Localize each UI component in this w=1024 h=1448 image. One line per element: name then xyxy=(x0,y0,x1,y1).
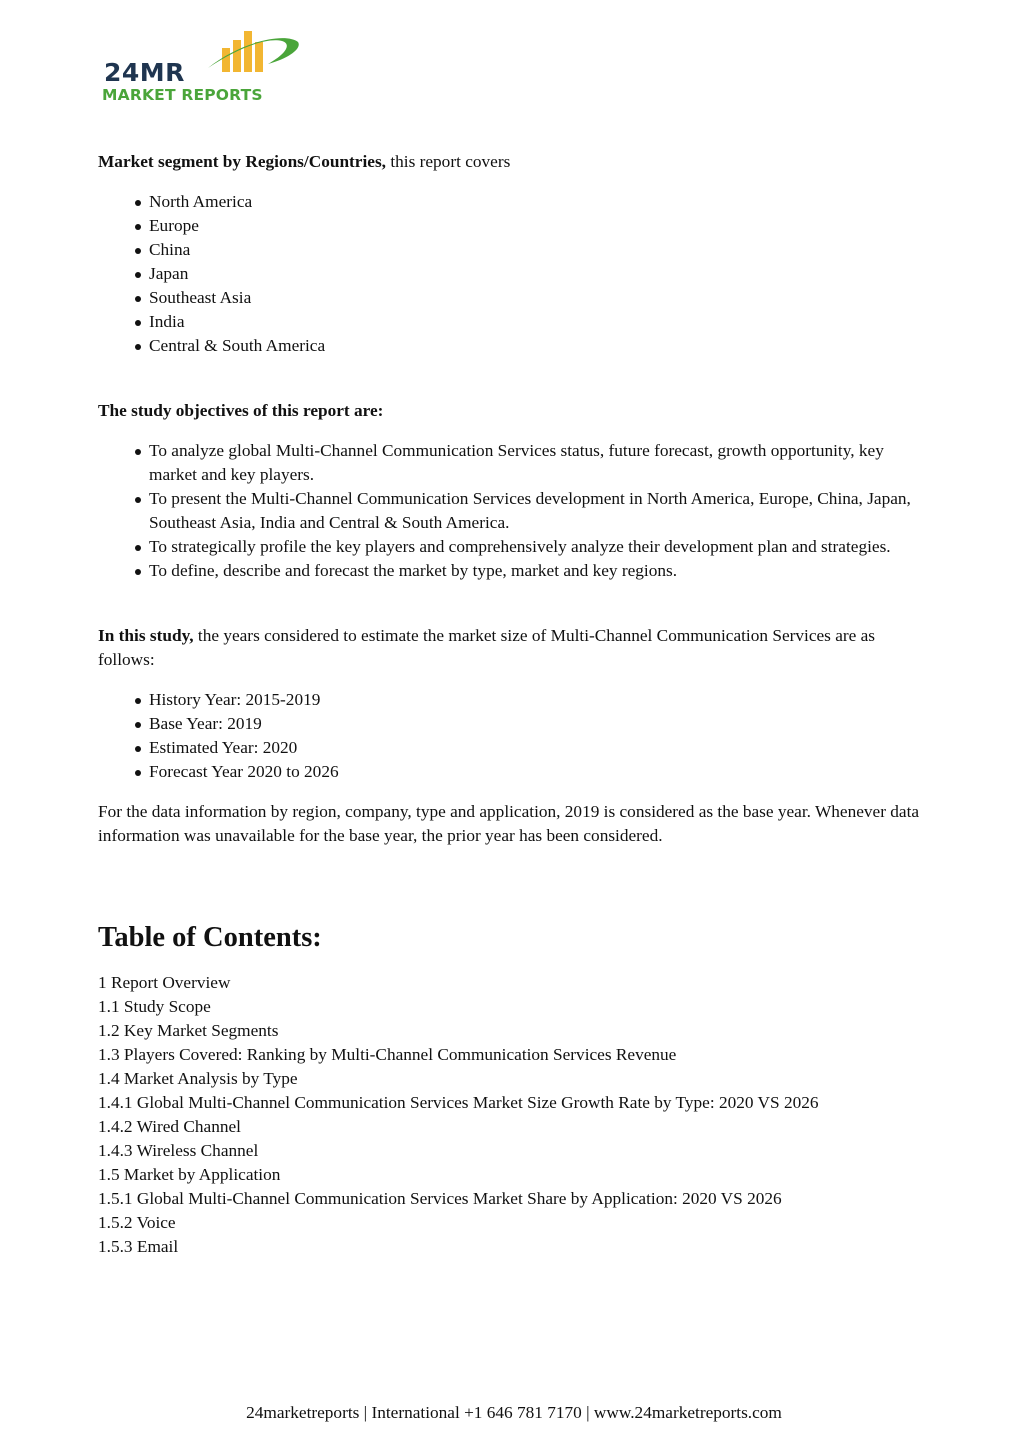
list-item: To analyze global Multi-Channel Communication Services status, future forecast, growth opportunity, key market and key players. xyxy=(98,439,930,487)
list-item: Base Year: 2019 xyxy=(98,712,930,736)
toc-item: 1.1 Study Scope xyxy=(98,997,211,1016)
list-item: Japan xyxy=(98,262,930,286)
brand-logo xyxy=(100,28,310,110)
list-item: History Year: 2015-2019 xyxy=(98,688,930,712)
list-item: Forecast Year 2020 to 2026 xyxy=(98,760,930,784)
toc-heading: Table of Contents: xyxy=(98,922,322,953)
toc-list xyxy=(98,971,930,1259)
list-item: India xyxy=(98,310,930,334)
toc-item: 1.5 Market by Application xyxy=(98,1165,281,1184)
toc-item: 1.5.1 Global Multi-Channel Communication Services Market Share by Application: 2020 VS 2026 xyxy=(98,1189,782,1208)
toc-item: 1.5.3 Email xyxy=(98,1237,179,1256)
years-lead-bold: In this study, xyxy=(98,626,194,645)
toc-item: 1 Report Overview xyxy=(98,973,231,992)
document-body xyxy=(98,150,930,1259)
toc-item: 1.4.2 Wired Channel xyxy=(98,1117,241,1136)
toc-item: 1.4 Market Analysis by Type xyxy=(98,1069,298,1088)
toc-item: 1.4.3 Wireless Channel xyxy=(98,1141,259,1160)
years-lead xyxy=(98,624,930,672)
list-item: To define, describe and forecast the market by type, market and key regions. xyxy=(98,559,930,583)
toc-item: 1.3 Players Covered: Ranking by Multi-Channel Communication Services Revenue xyxy=(98,1045,677,1064)
regions-list xyxy=(98,190,930,358)
logo-bar-3 xyxy=(244,31,252,72)
list-item: North America xyxy=(98,190,930,214)
list-item: Estimated Year: 2020 xyxy=(98,736,930,760)
regions-lead-bold: Market segment by Regions/Countries, xyxy=(98,152,386,171)
logo-name-bottom: MARKET REPORTS xyxy=(102,86,263,104)
logo-swoosh xyxy=(208,38,299,68)
toc-item: 1.4.1 Global Multi-Channel Communication Services Market Size Growth Rate by Type: 2020 VS 2026 xyxy=(98,1093,819,1112)
logo-bar-1 xyxy=(222,48,230,72)
years-note: For the data information by region, company, type and application, 2019 is considered as the base year. Whenever data information was unavailable for the base year, the prior year has been considered. xyxy=(98,802,920,845)
list-item: To present the Multi-Channel Communication Services development in North America, Europe, China, Japan, Southeast Asia, India and Central & South America. xyxy=(98,487,930,535)
objectives-list xyxy=(98,439,930,583)
toc-item: 1.2 Key Market Segments xyxy=(98,1021,279,1040)
list-item: China xyxy=(98,238,930,262)
list-item: Central & South America xyxy=(98,334,930,358)
logo-bar-2 xyxy=(233,40,241,72)
regions-lead-rest: this report covers xyxy=(386,152,511,171)
years-lead-rest: the years considered to estimate the market size of Multi-Channel Communication Services are as follows: xyxy=(98,626,876,669)
toc-item: 1.5.2 Voice xyxy=(98,1213,176,1232)
objectives-heading-text: The study objectives of this report are: xyxy=(98,401,384,420)
list-item: To strategically profile the key players and comprehensively analyze their development plan and strategies. xyxy=(98,535,930,559)
objectives-heading xyxy=(98,399,930,423)
regions-lead xyxy=(98,150,930,174)
years-list xyxy=(98,688,930,784)
list-item: Europe xyxy=(98,214,930,238)
logo-bar-4 xyxy=(255,42,263,72)
page-footer: 24marketreports | International +1 646 781 7170 | www.24marketreports.com xyxy=(246,1403,782,1422)
logo-name-top: 24MR xyxy=(104,58,185,87)
list-item: Southeast Asia xyxy=(98,286,930,310)
